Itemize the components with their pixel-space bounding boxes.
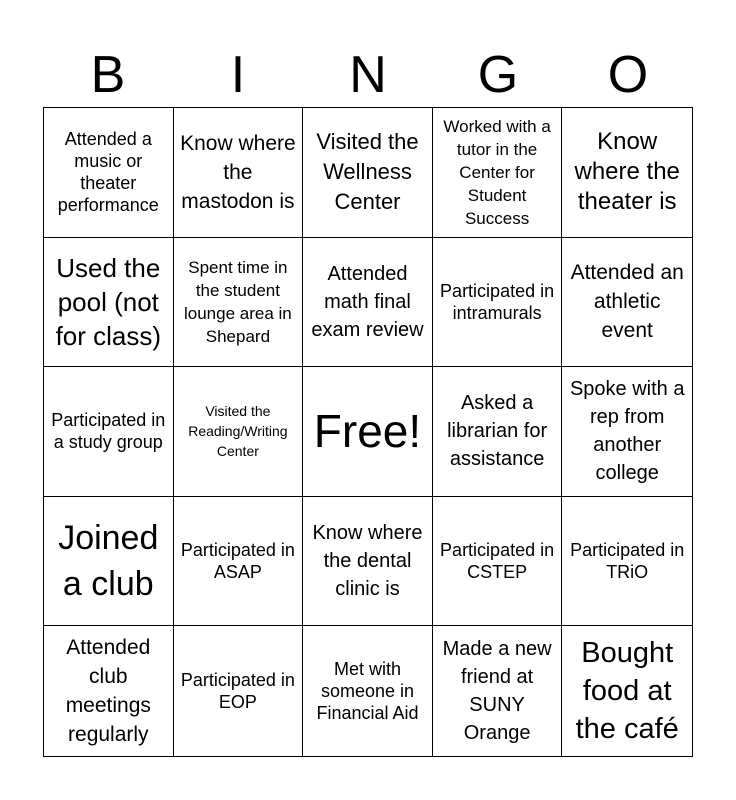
- bingo-cell[interactable]: [174, 626, 304, 756]
- cell-text: Participated in intramurals: [440, 280, 555, 323]
- bingo-cell[interactable]: [433, 108, 563, 238]
- bingo-cell[interactable]: [303, 626, 433, 756]
- bingo-cell[interactable]: [174, 497, 304, 627]
- bingo-cell[interactable]: [562, 626, 692, 756]
- bingo-cell[interactable]: [433, 497, 563, 627]
- cell-text: Worked with a tutor in the Center for Student Success: [443, 116, 551, 228]
- cell-text: Used the pool (not for class): [55, 252, 162, 351]
- bingo-cell[interactable]: [44, 238, 174, 368]
- header-letter-b: B: [90, 46, 126, 104]
- cell-text: Spent time in the student lounge area in Shepard: [184, 257, 292, 346]
- bingo-header: [43, 45, 693, 105]
- bingo-cell[interactable]: [562, 367, 692, 497]
- bingo-cell[interactable]: [433, 367, 563, 497]
- cell-text: Participated in EOP: [180, 670, 295, 713]
- bingo-board: [43, 107, 693, 757]
- header-letter-g: G: [477, 46, 519, 104]
- header-letter-o: O: [607, 46, 649, 104]
- cell-text: Asked a librarian for assistance: [447, 392, 548, 471]
- cell-text: Joined a club: [58, 519, 159, 604]
- cell-text: Bought food at the café: [575, 637, 679, 746]
- bingo-cell[interactable]: [562, 108, 692, 238]
- free-space[interactable]: [303, 367, 433, 497]
- bingo-cell[interactable]: [303, 108, 433, 238]
- cell-text: Visited the Wellness Center: [316, 129, 419, 215]
- bingo-cell[interactable]: [174, 238, 304, 368]
- bingo-cell[interactable]: [44, 626, 174, 756]
- bingo-cell[interactable]: [303, 238, 433, 368]
- bingo-cell[interactable]: [433, 238, 563, 368]
- cell-text: Participated in a study group: [51, 410, 166, 453]
- cell-text: Attended a music or theater performance: [57, 129, 159, 216]
- cell-text: Participated in TRiO: [570, 540, 685, 583]
- bingo-cell[interactable]: [303, 497, 433, 627]
- bingo-cell[interactable]: [44, 367, 174, 497]
- cell-text: Attended club meetings regularly: [65, 636, 151, 747]
- bingo-cell[interactable]: [44, 497, 174, 627]
- cell-text: Participated in ASAP: [180, 540, 295, 583]
- bingo-cell[interactable]: [562, 497, 692, 627]
- bingo-cell[interactable]: [433, 626, 563, 756]
- cell-text: Visited the Reading/Writing Center: [188, 403, 288, 460]
- cell-text: Spoke with a rep from another college: [569, 378, 685, 485]
- cell-text: Know where the mastodon is: [180, 131, 296, 213]
- cell-text: Made a new friend at SUNY Orange: [442, 638, 552, 745]
- cell-text: Attended math final exam review: [311, 262, 424, 341]
- bingo-cell[interactable]: [174, 367, 304, 497]
- header-letter-n: N: [349, 46, 387, 104]
- cell-text: Know where the dental clinic is: [312, 522, 423, 601]
- cell-text: Participated in CSTEP: [440, 540, 555, 583]
- cell-text: Know where the theater is: [574, 128, 680, 216]
- header-letter-i: I: [230, 46, 246, 104]
- cell-text: Met with someone in Financial Aid: [316, 659, 419, 724]
- cell-text: Attended an athletic event: [570, 261, 684, 343]
- free-space-text: Free!: [313, 405, 422, 458]
- bingo-cell[interactable]: [44, 108, 174, 238]
- bingo-cell[interactable]: [174, 108, 304, 238]
- bingo-cell[interactable]: [562, 238, 692, 368]
